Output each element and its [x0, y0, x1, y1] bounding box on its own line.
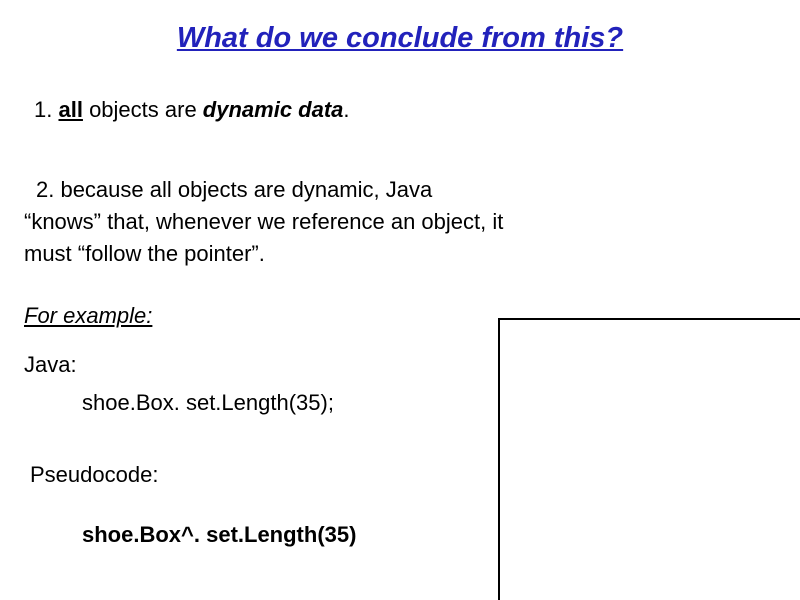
- java-code-line: shoe.Box. set.Length(35);: [82, 390, 334, 415]
- for-example-heading: For example:: [24, 303, 153, 328]
- page-title: What do we conclude from this?: [176, 22, 624, 54]
- conclusion-point-2: [24, 174, 784, 270]
- pseudocode-line: shoe.Box^. set.Length(35): [82, 522, 357, 547]
- point-2-line-2: “knows” that, whenever we reference an object, it: [24, 208, 504, 234]
- point-1-middle-text: objects are: [82, 97, 203, 122]
- conclusion-point-1: [34, 96, 350, 124]
- point-1-number: 1.: [34, 97, 53, 122]
- java-label: Java:: [24, 352, 77, 377]
- point-1-end-text: .: [343, 97, 350, 122]
- point-2-line-1: 2. because all objects are dynamic, Java: [36, 177, 433, 202]
- point-1-italic-text: dynamic data: [202, 97, 344, 122]
- pseudocode-label: Pseudocode:: [30, 462, 159, 487]
- point-1-emphasis: all: [58, 97, 83, 122]
- point-2-line-3: must “follow the pointer”.: [24, 240, 265, 266]
- diagram-box-outline: [498, 318, 800, 600]
